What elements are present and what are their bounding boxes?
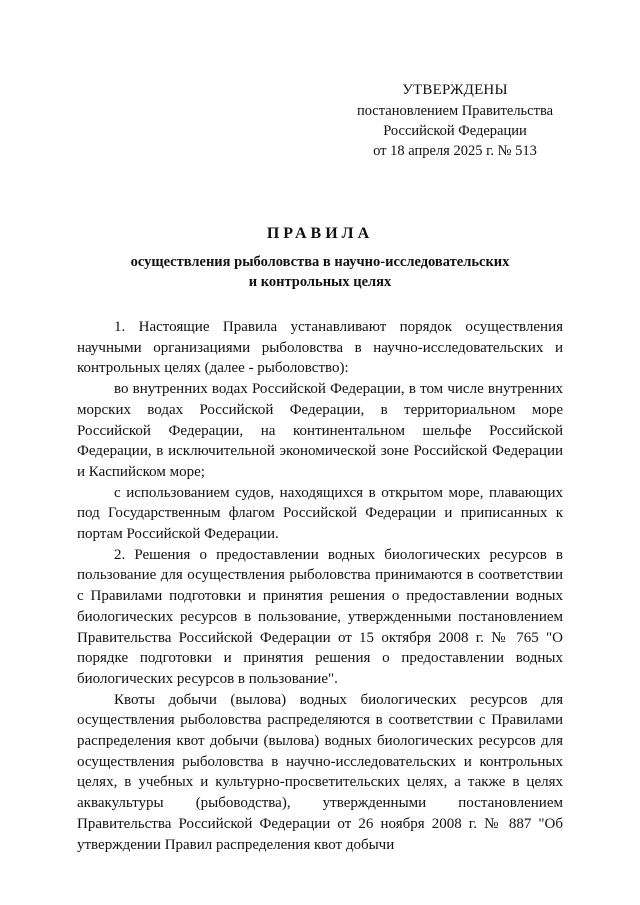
approval-stamp (340, 80, 570, 161)
paragraph-2: во внутренних водах Российской Федерации, в том числе внутренних морских водах Российской Федерации, в территориальном море Российской Федерации, на континентальном шельфе Российской Федерации, в исключительной экономической зоне Российской Федерации и Каспийском море; (77, 381, 563, 480)
document-title: ПРАВИЛА (266, 225, 374, 242)
subtitle-line-1: осуществления рыболовства в научно-исследовательских (130, 254, 510, 270)
document-body (77, 317, 563, 855)
approval-heading: УТВЕРЖДЕНЫ (402, 82, 508, 98)
document-subtitle (77, 252, 563, 292)
paragraph-3: с использованием судов, находящихся в открытом море, плавающих под Государственным флагом Российской Федерации и приписанных к портам Российской Федерации. (77, 484, 563, 543)
paragraph-4: 2. Решения о предоставлении водных биологических ресурсов в пользование для осуществления рыболовства принимаются в соответствии с Правилами подготовки и принятия решения о предоставлении водных биологических ресурсов в пользование, утвержденными постановлением Правительства Российской Федерации от 15 октября 2008 г. № 765 "О порядке подготовки и принятия решения о предоставлении водных биологических ресурсов в пользование". (77, 546, 563, 687)
approval-line-government: Российской Федерации (383, 123, 527, 139)
paragraph-5: Квоты добычи (вылова) водных биологических ресурсов для осуществления рыболовства распределяются в соответствии с Правилами распределения квот добычи (вылова) водных биологических ресурсов для осуществления рыболовства в научно-исследовательских и контрольных целях, в учебных и культурно-просветительских целях, а также в целях аквакультуры (рыбоводства), утвержденными постановлением Правительства Российской Федерации от 26 ноября 2008 г. № 887 "Об утверждении Правил распределения квот добычи (77, 691, 563, 853)
approval-line-date-number: от 18 апреля 2025 г. № 513 (373, 143, 537, 159)
document-title-block (77, 224, 563, 292)
approval-line-resolution: постановлением Правительства (356, 103, 554, 119)
paragraph-1: 1. Настоящие Правила устанавливают порядок осуществления научными организациями рыболовства в научно-исследовательских и контрольных целях (далее - рыболовство): (77, 319, 563, 377)
subtitle-line-2: и контрольных целях (248, 274, 392, 290)
